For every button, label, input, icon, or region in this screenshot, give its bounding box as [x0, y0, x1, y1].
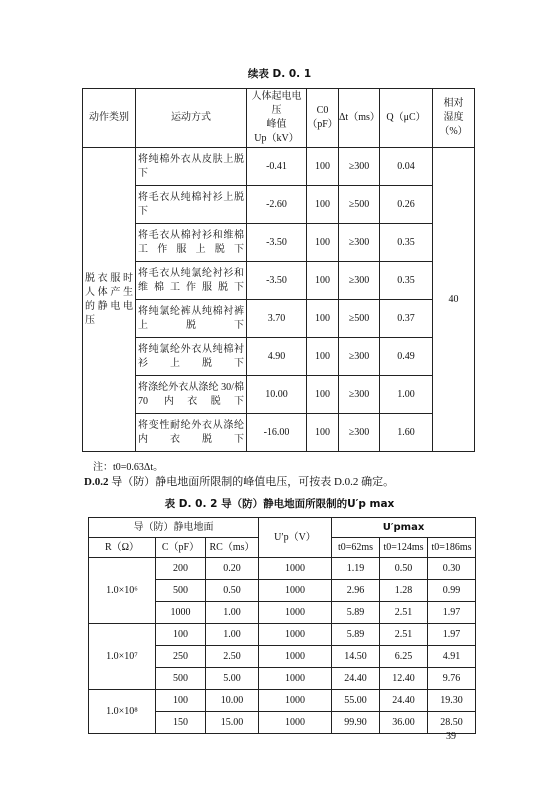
header-up: U′p（V） [259, 518, 332, 558]
rc-cell: 15.00 [206, 712, 259, 734]
clause-text: 导（防）静电地面所限制的峰值电压，可按表 D.0.2 确定。 [111, 476, 395, 488]
dt-cell: ≥300 [339, 148, 380, 186]
q-cell: 1.00 [380, 376, 433, 414]
table-row [83, 300, 475, 338]
table-d01-continued [82, 88, 475, 452]
up-cell: 10.00 [247, 376, 307, 414]
table-row [83, 338, 475, 376]
c0-cell: 100 [307, 414, 339, 452]
header-r: R（Ω） [89, 538, 156, 558]
v2-cell: 24.40 [380, 690, 428, 712]
c-cell: 250 [156, 646, 206, 668]
header-q: Q（μC） [380, 89, 433, 148]
q-cell: 0.35 [380, 262, 433, 300]
q-cell: 0.26 [380, 186, 433, 224]
table-row [83, 224, 475, 262]
header-voltage: 人体起电电压 峰值 Up（kV） [247, 89, 307, 148]
rc-cell: 2.50 [206, 646, 259, 668]
up-cell: 1000 [259, 602, 332, 624]
up-cell: -3.50 [247, 262, 307, 300]
v1-cell: 2.96 [332, 580, 380, 602]
r-cell: 1.0×10⁶ [89, 558, 156, 624]
v1-cell: 5.89 [332, 624, 380, 646]
rc-cell: 1.00 [206, 624, 259, 646]
dt-cell: ≥300 [339, 224, 380, 262]
header-c: C（pF） [156, 538, 206, 558]
motion-cell: 将纯氯纶裤从纯棉衬裤上脱下 [136, 300, 247, 338]
header-floor: 导（防）静电地面 [89, 518, 259, 538]
table-row [83, 414, 475, 452]
c0-cell: 100 [307, 224, 339, 262]
motion-cell: 将毛衣从棉衬衫和维棉工作服上脱下 [136, 224, 247, 262]
rc-cell: 1.00 [206, 602, 259, 624]
v3-cell: 4.91 [428, 646, 476, 668]
v2-cell: 6.25 [380, 646, 428, 668]
header-c0: C0 （pF） [307, 89, 339, 148]
up-cell: 4.90 [247, 338, 307, 376]
motion-cell: 将涤纶外衣从涤纶 30/棉 70 内衣脱下 [136, 376, 247, 414]
header-humidity: 相对 湿度 （%） [433, 89, 475, 148]
motion-cell: 将纯氯纶外衣从纯棉衬衫上脱下 [136, 338, 247, 376]
v3-cell: 0.30 [428, 558, 476, 580]
v2-cell: 0.50 [380, 558, 428, 580]
table-row [89, 624, 476, 646]
c0-cell: 100 [307, 300, 339, 338]
table2-caption: 表 D. 0. 2 导（防）静电地面所限制的U′p max [164, 498, 395, 510]
q-cell: 0.35 [380, 224, 433, 262]
v2-cell: 2.51 [380, 602, 428, 624]
up-cell: -2.60 [247, 186, 307, 224]
rc-cell: 0.20 [206, 558, 259, 580]
v3-cell: 1.97 [428, 602, 476, 624]
table-row [89, 558, 476, 580]
v3-cell: 19.30 [428, 690, 476, 712]
c-cell: 1000 [156, 602, 206, 624]
c-cell: 150 [156, 712, 206, 734]
up-cell: -3.50 [247, 224, 307, 262]
v2-cell: 2.51 [380, 624, 428, 646]
q-cell: 1.60 [380, 414, 433, 452]
dt-cell: ≥500 [339, 300, 380, 338]
rc-cell: 5.00 [206, 668, 259, 690]
table-row [83, 148, 475, 186]
dt-cell: ≥300 [339, 414, 380, 452]
v3-cell: 1.97 [428, 624, 476, 646]
up-cell: 1000 [259, 624, 332, 646]
c-cell: 100 [156, 624, 206, 646]
dt-cell: ≥300 [339, 262, 380, 300]
dt-cell: ≥300 [339, 338, 380, 376]
paragraph-d02 [84, 473, 394, 489]
motion-cell: 将毛衣从纯棉衬衫上脱下 [136, 186, 247, 224]
table-d02 [88, 517, 476, 734]
v1-cell: 24.40 [332, 668, 380, 690]
up-cell: -0.41 [247, 148, 307, 186]
up-cell: 1000 [259, 690, 332, 712]
c0-cell: 100 [307, 376, 339, 414]
v3-cell: 0.99 [428, 580, 476, 602]
v1-cell: 14.50 [332, 646, 380, 668]
header-t2: t0=124ms [380, 538, 428, 558]
header-motion: 运动方式 [136, 89, 247, 148]
header-t1: t0=62ms [332, 538, 380, 558]
c0-cell: 100 [307, 262, 339, 300]
motion-cell: 将变性耐纶外衣从涤纶内衣脱下 [136, 414, 247, 452]
c-cell: 100 [156, 690, 206, 712]
motion-cell: 将纯棉外衣从皮肤上脱下 [136, 148, 247, 186]
motion-cell: 将毛衣从纯氯纶衬衫和维棉工作服脱下 [136, 262, 247, 300]
action-category-cell: 脱衣服时人体产生的静电电压 [83, 148, 136, 452]
q-cell: 0.49 [380, 338, 433, 376]
r-cell: 1.0×10⁸ [89, 690, 156, 734]
header-dt: Δt（ms） [339, 89, 380, 148]
v3-cell: 9.76 [428, 668, 476, 690]
v2-cell: 36.00 [380, 712, 428, 734]
header-action: 动作类别 [83, 89, 136, 148]
r-cell: 1.0×10⁷ [89, 624, 156, 690]
table-row [89, 690, 476, 712]
rc-cell: 0.50 [206, 580, 259, 602]
v1-cell: 5.89 [332, 602, 380, 624]
up-cell: 1000 [259, 558, 332, 580]
header-rc: RC（ms） [206, 538, 259, 558]
v3-cell: 28.50 [428, 712, 476, 734]
humidity-cell: 40 [433, 148, 475, 452]
c-cell: 200 [156, 558, 206, 580]
v2-cell: 1.28 [380, 580, 428, 602]
v1-cell: 55.00 [332, 690, 380, 712]
table-note: 注：t0=0.63Δt。 [93, 462, 164, 473]
table-row [83, 186, 475, 224]
v1-cell: 1.19 [332, 558, 380, 580]
c0-cell: 100 [307, 338, 339, 376]
clause-number: D.0.2 [84, 476, 109, 488]
v1-cell: 99.90 [332, 712, 380, 734]
up-cell: -16.00 [247, 414, 307, 452]
up-cell: 1000 [259, 668, 332, 690]
rc-cell: 10.00 [206, 690, 259, 712]
dt-cell: ≥500 [339, 186, 380, 224]
header-upmax: U′pmax [332, 518, 476, 538]
header-t3: t0=186ms [428, 538, 476, 558]
v2-cell: 12.40 [380, 668, 428, 690]
up-cell: 1000 [259, 646, 332, 668]
c0-cell: 100 [307, 186, 339, 224]
dt-cell: ≥300 [339, 376, 380, 414]
c-cell: 500 [156, 668, 206, 690]
c0-cell: 100 [307, 148, 339, 186]
table1-caption: 续表 D. 0. 1 [247, 68, 312, 80]
up-cell: 3.70 [247, 300, 307, 338]
up-cell: 1000 [259, 712, 332, 734]
c-cell: 500 [156, 580, 206, 602]
q-cell: 0.04 [380, 148, 433, 186]
page-number: 39 [446, 731, 456, 742]
up-cell: 1000 [259, 580, 332, 602]
q-cell: 0.37 [380, 300, 433, 338]
table-row [83, 262, 475, 300]
table-row [83, 376, 475, 414]
